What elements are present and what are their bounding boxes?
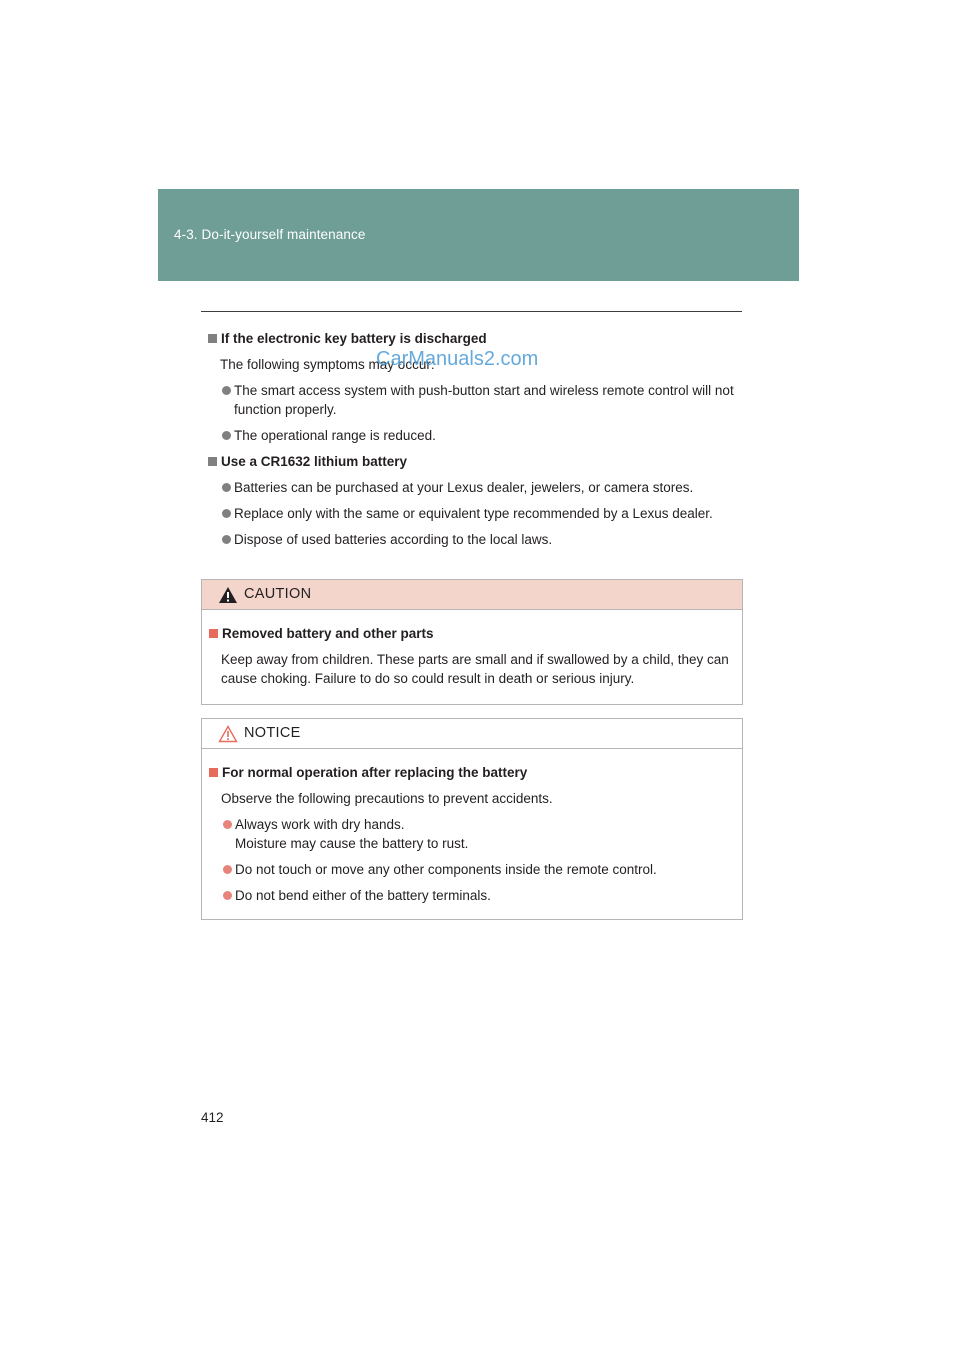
list-item [223, 860, 736, 879]
section-heading: Use a CR1632 lithium battery [221, 454, 408, 469]
circle-bullet-icon [222, 509, 231, 518]
caution-header [202, 580, 742, 610]
section-title: 4-3. Do-it-yourself maintenance [174, 227, 366, 242]
section-heading: If the electronic key battery is discharged [221, 331, 487, 346]
notice-heading: For normal operation after replacing the battery [222, 765, 528, 780]
section-intro: The following symptoms may occur: [220, 357, 435, 372]
list-item [222, 426, 742, 445]
list-item-text: Do not bend either of the battery terminals. [235, 888, 491, 903]
square-bullet-icon [208, 457, 217, 466]
warning-triangle-icon [218, 725, 238, 743]
square-bullet-icon [209, 629, 218, 638]
section-battery-type [208, 452, 742, 549]
list-item-text: Always work with dry hands. [235, 817, 405, 832]
caution-text: Keep away from children. These parts are small and if swallowed by a child, they can cause choking. Failure to do so could result in death or serious injury. [221, 652, 729, 686]
square-bullet-icon [209, 768, 218, 777]
page-number: 412 [201, 1110, 224, 1125]
notice-header [202, 719, 742, 749]
divider [201, 311, 742, 312]
circle-bullet-icon [223, 820, 232, 829]
list-item [223, 815, 736, 853]
list-item [222, 381, 742, 419]
list-item-text: Dispose of used batteries according to the local laws. [234, 532, 553, 547]
watermark: CarManuals2.com [376, 348, 539, 370]
list-item-text: The operational range is reduced. [234, 428, 436, 443]
section-header-bar [158, 189, 799, 281]
list-item-text: The smart access system with push-button start and wireless remote control will not function properly. [234, 383, 734, 417]
circle-bullet-icon [223, 865, 232, 874]
caution-box [201, 579, 743, 705]
list-item-text: Do not touch or move any other components inside the remote control. [235, 862, 657, 877]
caution-heading: Removed battery and other parts [222, 626, 434, 641]
list-item-text: Replace only with the same or equivalent type recommended by a Lexus dealer. [234, 506, 713, 521]
list-item [222, 504, 742, 523]
list-item [222, 478, 742, 497]
circle-bullet-icon [222, 386, 231, 395]
square-bullet-icon [208, 334, 217, 343]
notice-box [201, 718, 743, 920]
circle-bullet-icon [222, 431, 231, 440]
circle-bullet-icon [222, 535, 231, 544]
warning-triangle-icon [218, 586, 238, 604]
notice-title: NOTICE [244, 725, 301, 741]
notice-intro: Observe the following precautions to prevent accidents. [221, 791, 553, 806]
list-item-text: Batteries can be purchased at your Lexus dealer, jewelers, or camera stores. [234, 480, 694, 495]
caution-title: CAUTION [244, 586, 312, 602]
list-item [222, 530, 742, 549]
circle-bullet-icon [223, 891, 232, 900]
list-item-subtext: Moisture may cause the battery to rust. [235, 836, 469, 851]
section-discharged [208, 329, 742, 445]
list-item [223, 886, 736, 905]
circle-bullet-icon [222, 483, 231, 492]
